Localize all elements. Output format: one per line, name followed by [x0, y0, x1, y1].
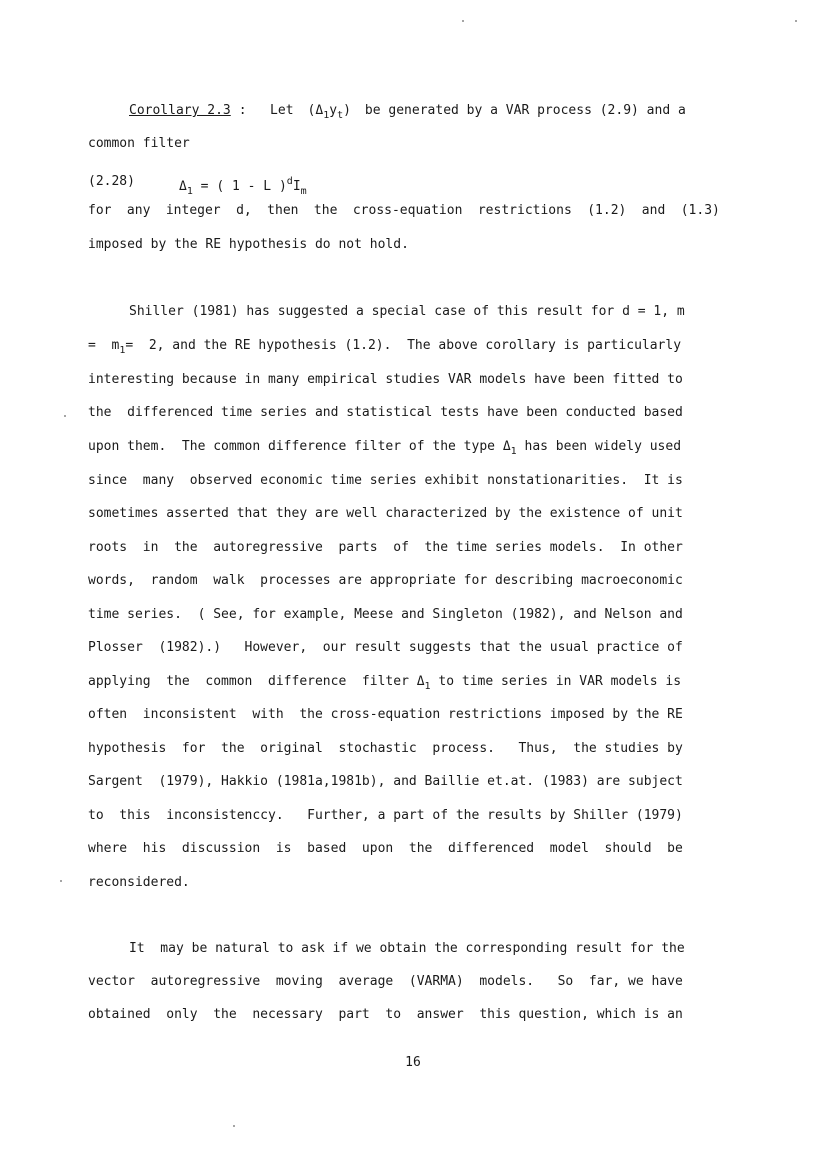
- corollary-line5: imposed by the RE hypothesis do not hold.: [88, 237, 409, 252]
- para1-line16: to this inconsistenccy. Further, a part of the results by Shiller (1979): [88, 808, 683, 823]
- para2-line1: It may be natural to ask if we obtain the corresponding result for the: [129, 941, 685, 956]
- para2-line3: obtained only the necessary part to answer this question, which is an: [88, 1007, 683, 1022]
- corollary-heading-line: [129, 101, 720, 126]
- scan-speck: [64, 415, 66, 417]
- para1-line8: roots in the autoregressive parts of the time series models. In other: [88, 540, 683, 555]
- equation-body: $\Delta_1$ = ( 1 - L )$^dI_m$: [179, 176, 307, 197]
- para1-line14: hypothesis for the original stochastic process. Thus, the studies by: [88, 741, 683, 756]
- page-number: 16: [405, 1055, 421, 1070]
- para1-line9: words, random walk processes are appropriate for describing macroeconomic: [88, 573, 683, 588]
- scan-speck: [60, 880, 62, 882]
- corollary-line4: for any integer d, then the cross-equation restrictions (1.2) and (1.3): [88, 203, 720, 218]
- corollary-expression: $(\Delta_1y_t)$: [307, 103, 351, 121]
- para1-line12: applying the common difference filter $\Delta_1$ to time series in VAR models is: [88, 674, 682, 692]
- para1-line5: upon them. The common difference filter of the type $\Delta_1$ has been widely used: [88, 439, 682, 457]
- corollary-line2: common filter: [88, 136, 190, 151]
- para2-line2: vector autoregressive moving average (VARMA) models. So far, we have: [88, 974, 683, 989]
- para1-line10: time series. ( See, for example, Meese and Singleton (1982), and Nelson and: [88, 607, 683, 622]
- para1-line11: Plosser (1982).) However, our result suggests that the usual practice of: [88, 640, 683, 655]
- para1-line2: = $m_1= 2$, and the RE hypothesis (1.2). The above corollary is particularly: [88, 338, 682, 356]
- scan-speck: [462, 20, 464, 22]
- para1-line17: where his discussion is based upon the differenced model should be: [88, 841, 683, 856]
- scan-speck: [795, 20, 797, 22]
- para1-line18: reconsidered.: [88, 875, 190, 890]
- para1-line6: since many observed economic time series exhibit nonstationarities. It is: [88, 473, 683, 488]
- corollary-let: : Let: [238, 103, 294, 118]
- para1-line7: sometimes asserted that they are well characterized by the existence of unit: [88, 506, 683, 521]
- para1-line3: interesting because in many empirical studies VAR models have been fitted to: [88, 372, 683, 387]
- corollary-title: Corollary 2.3: [129, 103, 231, 118]
- equation-number: (2.28): [88, 174, 135, 189]
- para1-line1: Shiller (1981) has suggested a special case of this result for d = 1, m: [129, 304, 685, 319]
- corollary-line1-rest: be generated by a VAR process (2.9) and a: [364, 103, 686, 118]
- para1-line13: often inconsistent with the cross-equation restrictions imposed by the RE: [88, 707, 683, 722]
- scan-speck: [233, 1125, 235, 1127]
- para1-line4: the differenced time series and statistical tests have been conducted based: [88, 405, 683, 420]
- para1-line15: Sargent (1979), Hakkio (1981a,1981b), and Baillie et.at. (1983) are subject: [88, 774, 683, 789]
